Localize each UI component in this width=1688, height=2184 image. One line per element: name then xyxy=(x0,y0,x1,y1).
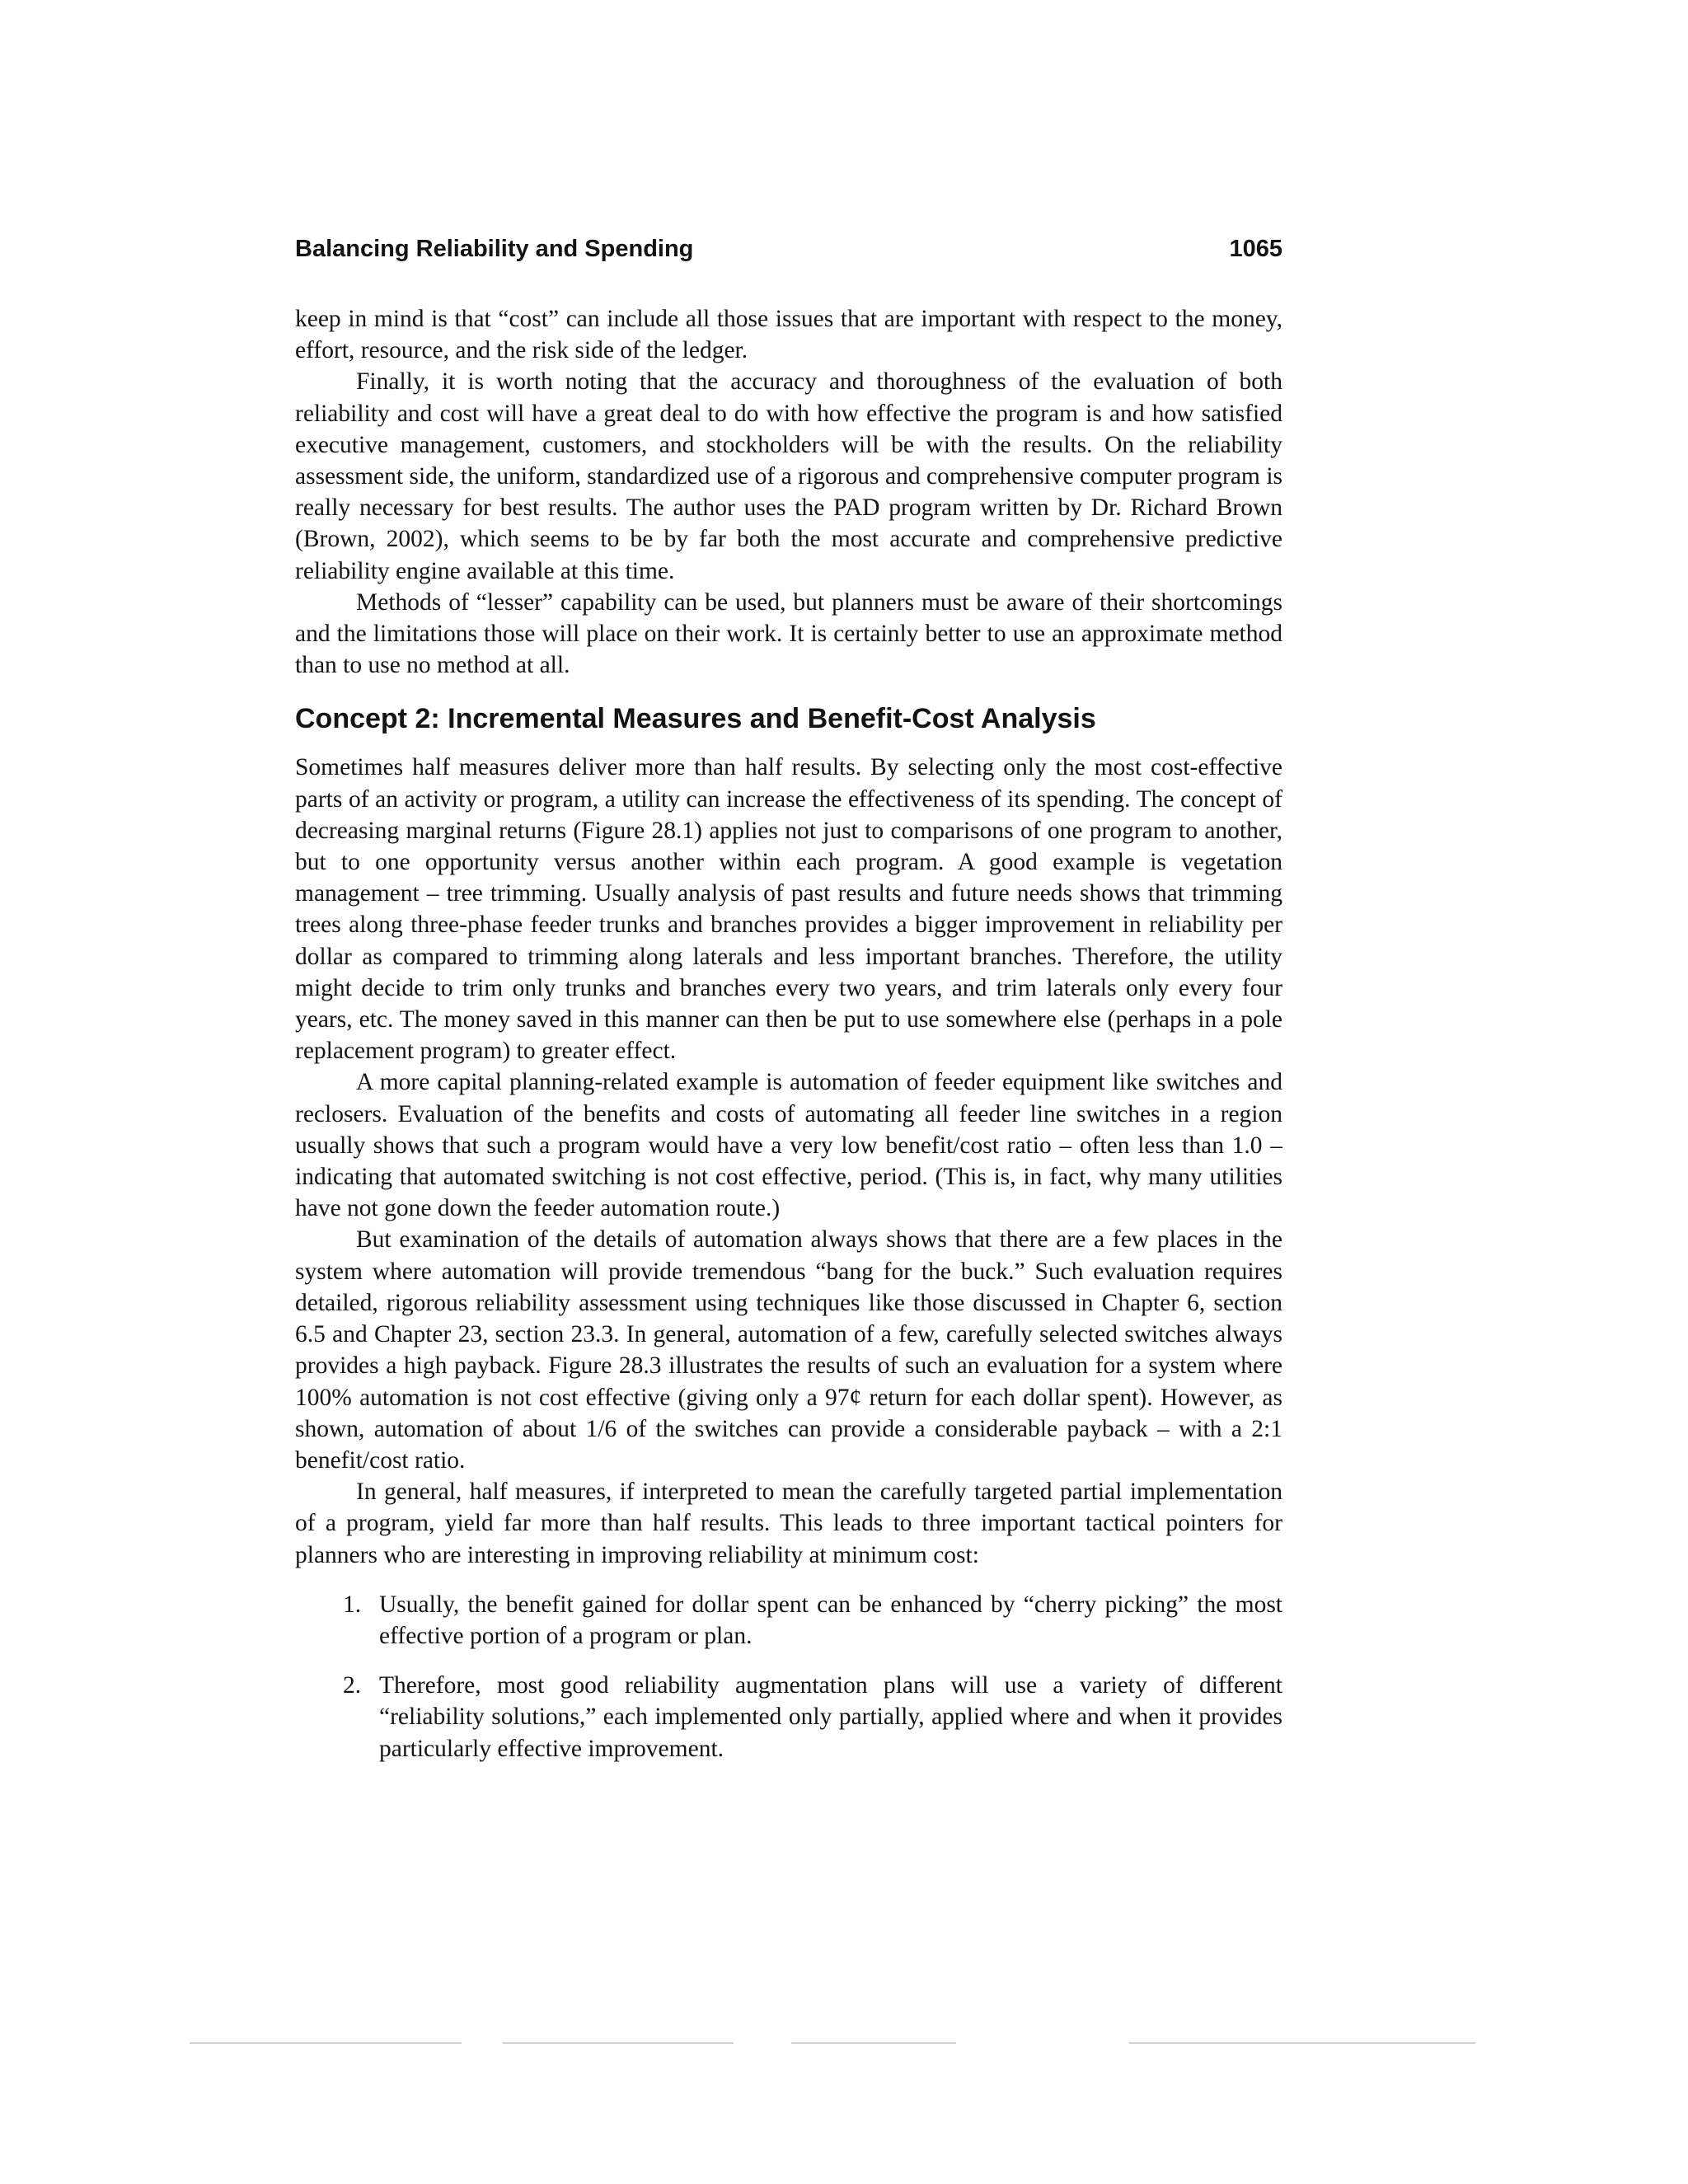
paragraph: Sometimes half measures deliver more than half results. By selecting only the most cost-effective parts of an activity or program, a utility can increase the effectiveness of its spending. The concept of decreasing marginal returns (Figure 28.1) applies not just to comparisons of one program to another, but to one opportunity versus another within each program. A good example is vegetation management – tree trimming. Usually analysis of past results and future needs shows that trimming trees along three-phase feeder trunks and branches provides a bigger improvement in reliability per dollar as compared to trimming along laterals and less important branches. Therefore, the utility might decide to trim only trunks and branches every two years, and trim laterals only every four years, etc. The money saved in this manner can then be put to use somewhere else (perhaps in a pole replacement program) to greater effect. xyxy=(295,754,1282,1065)
list-item xyxy=(295,1589,1282,1652)
page-number: 1065 xyxy=(1229,236,1282,262)
paragraph: A more capital planning-related example is automation of feeder equipment like switches and reclosers. Evaluation of the benefits and costs of automating all feeder line switches in a region usually shows that such a program would have a very low benefit/cost ratio – often less than 1.0 – indicating that automated switching is not cost effective, period. (This is, in fact, why many utilities have not gone down the feeder automation route.) xyxy=(295,1069,1282,1222)
list-item-number: 1. xyxy=(343,1591,362,1618)
list-item xyxy=(295,1670,1282,1765)
section-heading: Concept 2: Incremental Measures and Benefit-Cost Analysis xyxy=(295,703,1096,735)
paragraph: Finally, it is worth noting that the accuracy and thoroughness of the evaluation of both reliability and cost will have a great deal to do with how effective the program is and how satisfied executive management, customers, and stockholders will be with the results. On the reliability assessment side, the uniform, standardized use of a rigorous and comprehensive computer program is really necessary for best results. The author uses the PAD program written by Dr. Richard Brown (Brown, 2002), which seems to be by far both the most accurate and comprehensive predictive reliability engine available at this time. xyxy=(295,368,1282,584)
paragraph: Methods of “lesser” capability can be used, but planners must be aware of their shortcomings and the limitations those will place on their work. It is certainly better to use an approximate method than to use no method at all. xyxy=(295,588,1282,679)
paragraph-continued: keep in mind is that “cost” can include all those issues that are important with respect to the money, effort, resource, and the risk side of the ledger. xyxy=(295,306,1282,364)
list-item-number: 2. xyxy=(343,1672,362,1699)
book-page xyxy=(295,234,1282,1783)
paragraph: In general, half measures, if interpreted to mean the carefully targeted partial implementation of a program, yield far more than half results. This leads to three important tactical pointers for planners who are interesting in improving reliability at minimum cost: xyxy=(295,1479,1282,1568)
scan-artifact-line xyxy=(791,2042,956,2044)
list-item-text: Usually, the benefit gained for dollar spent can be enhanced by “cherry picking” the most effective portion of a program or plan. xyxy=(379,1591,1282,1649)
paragraph: But examination of the details of automation always shows that there are a few places in the system where automation will provide tremendous “bang for the buck.” Such evaluation requires detailed, rigorous reliability assessment using techniques like those discussed in Chapter 6, section 6.5 and Chapter 23, section 23.3. In general, automation of a few, carefully selected switches always provides a high payback. Figure 28.3 illustrates the results of such an evaluation for a system where 100% automation is not cost effective (giving only a 97¢ return for each dollar spent). However, as shown, automation of about 1/6 of the switches can provide a considerable payback – with a 2:1 benefit/cost ratio. xyxy=(295,1226,1282,1474)
scan-artifact-line xyxy=(1129,2042,1475,2044)
numbered-list xyxy=(295,1589,1282,1765)
list-item-text: Therefore, most good reliability augmentation plans will use a variety of different “reliability solutions,” each implemented only partially, applied where and when it provides particularly effective improvement. xyxy=(379,1672,1282,1762)
scan-artifact-line xyxy=(190,2042,462,2044)
running-header xyxy=(295,234,1282,264)
scan-artifact-line xyxy=(503,2042,734,2044)
running-header-title: Balancing Reliability and Spending xyxy=(295,236,694,262)
